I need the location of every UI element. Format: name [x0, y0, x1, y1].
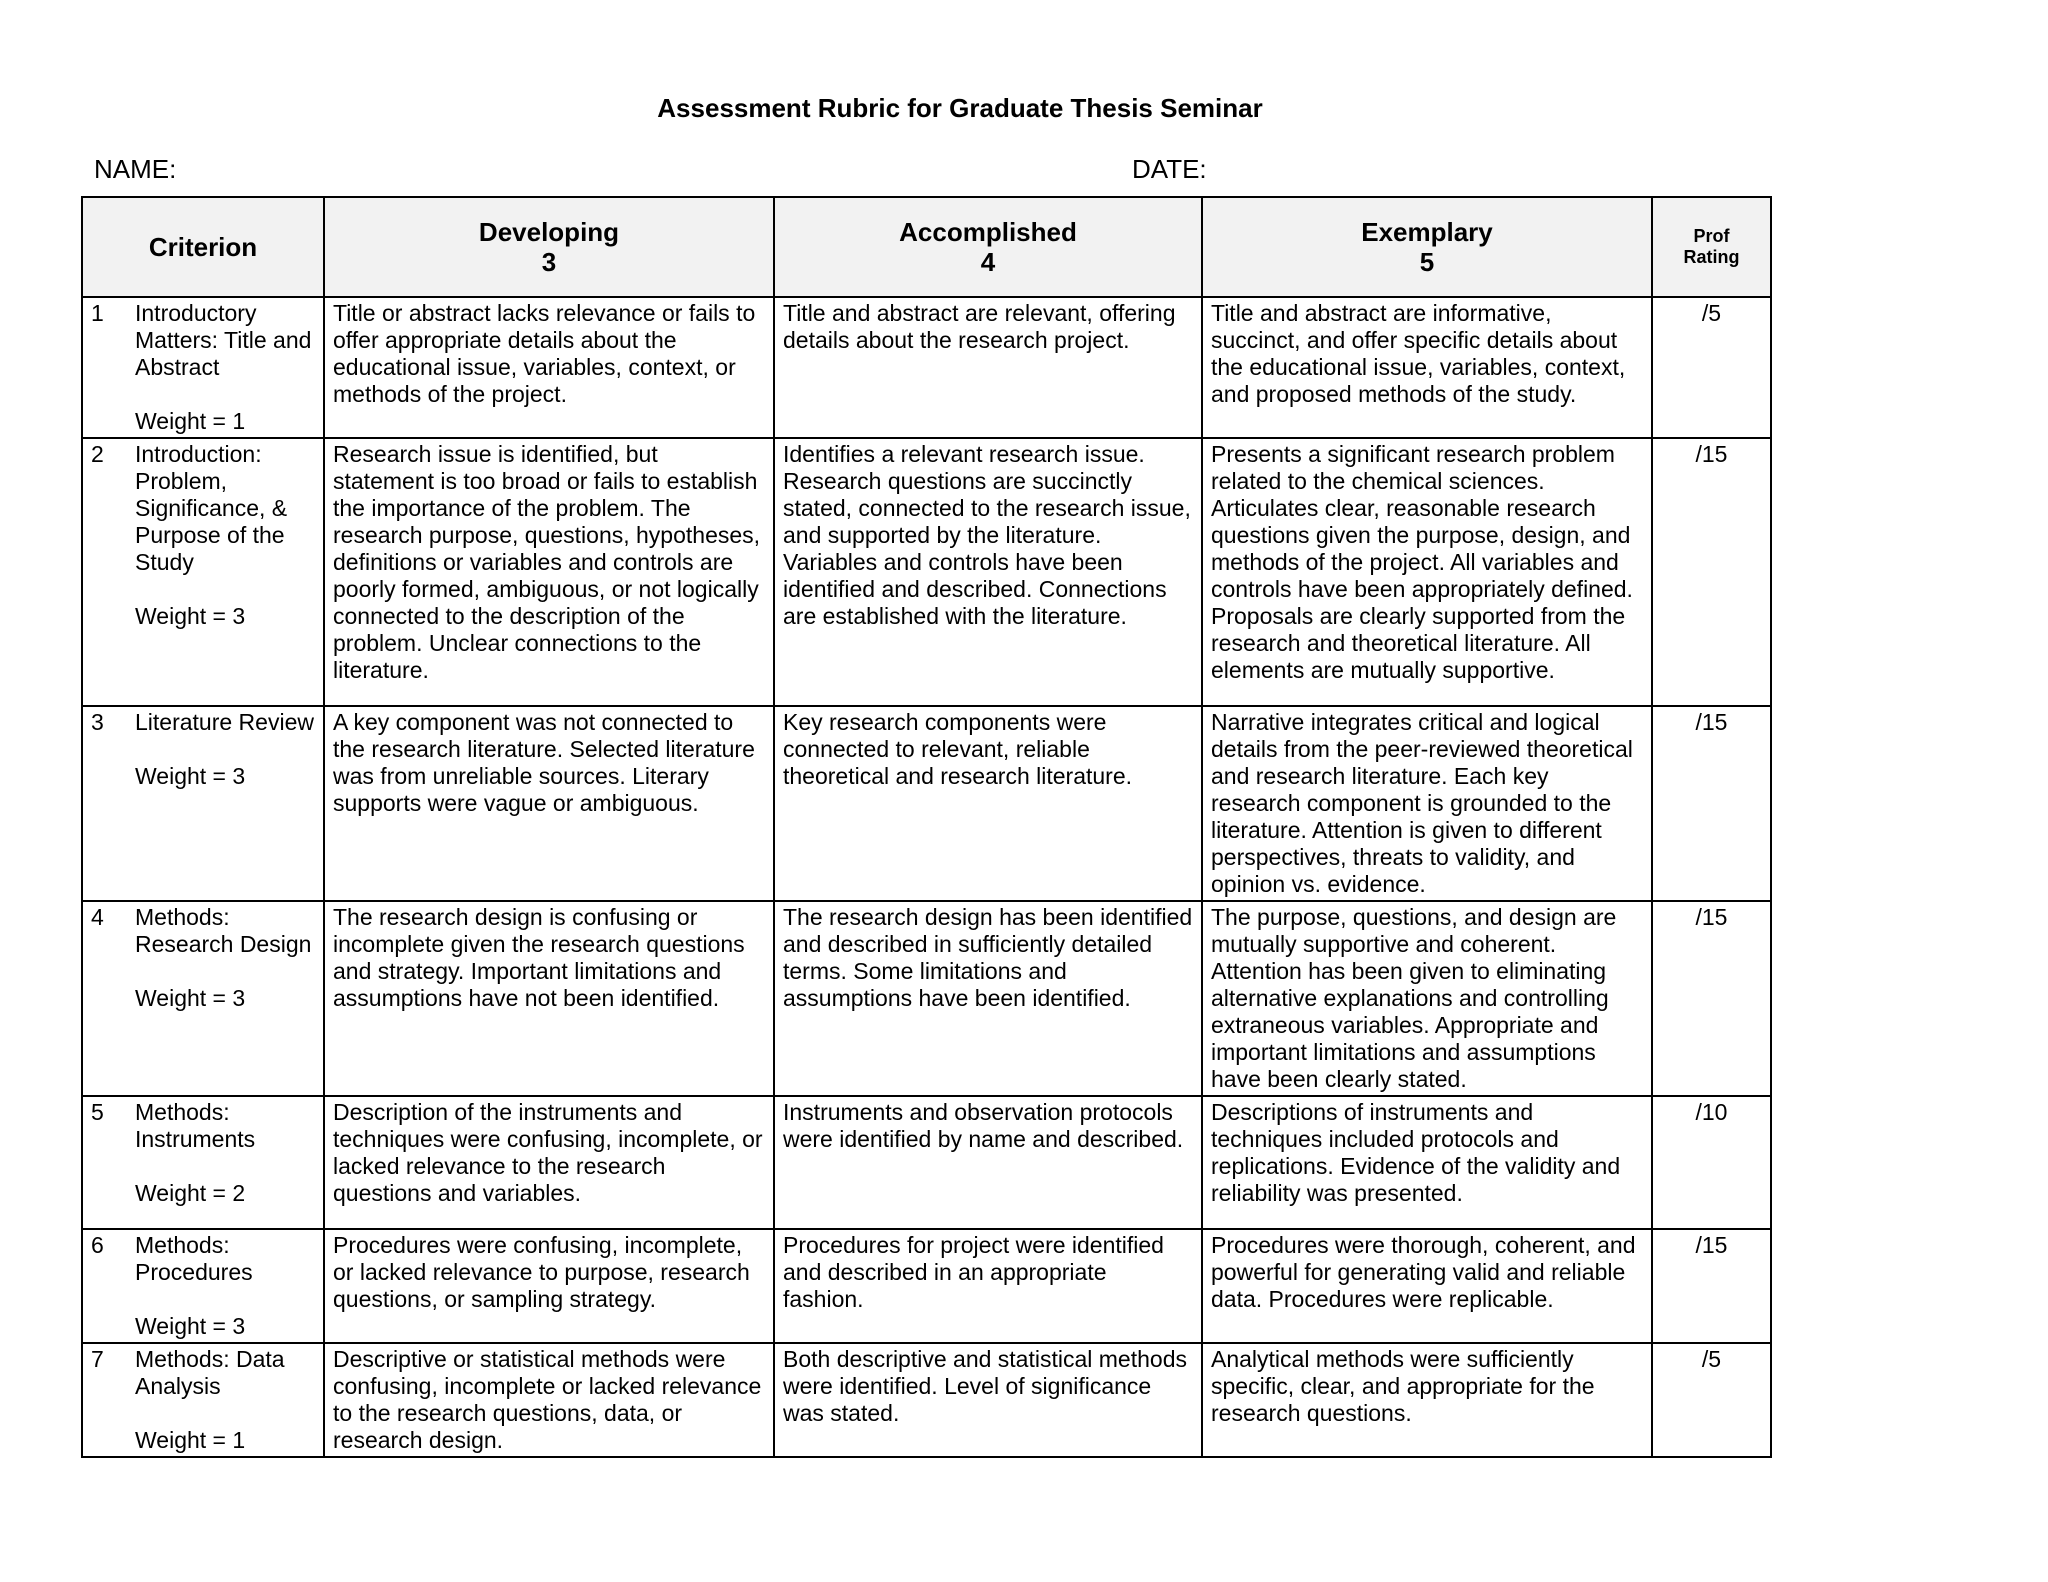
rubric-table [81, 196, 1772, 1458]
criterion-weight: Weight = 2 [135, 1180, 246, 1206]
accomplished-header-label: Accomplished [899, 217, 1077, 247]
prof-rating-cell: /15 [1652, 901, 1771, 1096]
prof-rating-cell: /15 [1652, 706, 1771, 901]
developing-cell: Title or abstract lacks relevance or fails to offer appropriate details about the educational issue, variables, context, or methods of the project. [324, 297, 774, 438]
exemplary-cell: Descriptions of instruments and techniques included protocols and replications. Evidence of the validity and reliability was presented. [1202, 1096, 1652, 1229]
prof-rating-header [1652, 197, 1771, 297]
criterion-number: 7 [91, 1346, 104, 1372]
criterion-number: 2 [91, 441, 104, 467]
criterion-weight: Weight = 3 [135, 603, 246, 629]
document-title: Assessment Rubric for Graduate Thesis Seminar [657, 93, 1263, 123]
exemplary-cell: Narrative integrates critical and logical details from the peer-reviewed theoretical and research literature. Each key research component is grounded to the literature. Attention is given to different perspectives, threats to validity, and opinion vs. evidence. [1202, 706, 1652, 901]
exemplary-cell: Analytical methods were sufficiently specific, clear, and appropriate for the research questions. [1202, 1343, 1652, 1457]
developing-cell: Descriptive or statistical methods were confusing, incomplete or lacked relevance to the research questions, data, or research design. [324, 1343, 774, 1457]
criterion-number: 5 [91, 1099, 104, 1125]
table-row [82, 706, 1771, 901]
criterion-number: 3 [91, 709, 104, 735]
developing-cell: Procedures were confusing, incomplete, or lacked relevance to purpose, research questions, or sampling strategy. [324, 1229, 774, 1343]
table-row [82, 1096, 1771, 1229]
criterion-weight: Weight = 1 [135, 408, 246, 434]
criterion-name: Introductory Matters: Title and Abstract [135, 300, 312, 380]
developing-cell: The research design is confusing or incomplete given the research questions and strategy. Important limitations and assumptions have not been identified. [324, 901, 774, 1096]
accomplished-header-score: 4 [980, 247, 996, 277]
criterion-cell [82, 297, 324, 438]
criterion-name: Methods: Research Design [135, 904, 312, 957]
prof-rating-cell: /15 [1652, 1229, 1771, 1343]
exemplary-header-score: 5 [1419, 247, 1435, 277]
exemplary-cell: The purpose, questions, and design are mutually supportive and coherent. Attention has been given to eliminating alternative explanations and controlling extraneous variables. Appropriate and important limitations and assumptions have been clearly stated. [1202, 901, 1652, 1096]
prof-rating-cell: /5 [1652, 297, 1771, 438]
accomplished-cell: Key research components were connected to relevant, reliable theoretical and research literature. [774, 706, 1202, 901]
criterion-header [82, 197, 324, 297]
criterion-weight: Weight = 1 [135, 1427, 246, 1453]
developing-header-score: 3 [541, 247, 557, 277]
prof-rating-cell: /5 [1652, 1343, 1771, 1457]
criterion-number: 1 [91, 300, 104, 326]
exemplary-cell: Presents a significant research problem related to the chemical sciences. Articulates clear, reasonable research questions given the purpose, design, and methods of the project. All variables and controls have been appropriately defined. Proposals are clearly supported from the research and theoretical literature. All elements are mutually supportive. [1202, 438, 1652, 706]
criterion-cell [82, 706, 324, 901]
criterion-cell [82, 1096, 324, 1229]
criterion-name: Methods: Data Analysis [135, 1346, 285, 1399]
developing-header-label: Developing [478, 217, 620, 247]
developing-cell: Research issue is identified, but statement is too broad or fails to establish the importance of the problem. The research purpose, questions, hypotheses, definitions or variables and controls are poorly formed, ambiguous, or not logically connected to the description of the problem. Unclear connections to the literature. [324, 438, 774, 706]
criterion-name: Literature Review [135, 709, 314, 735]
developing-header [324, 197, 774, 297]
criterion-cell [82, 1343, 324, 1457]
accomplished-header [774, 197, 1202, 297]
criterion-cell [82, 438, 324, 706]
prof-rating-cell: /15 [1652, 438, 1771, 706]
prof-rating-header-line2: Rating [1683, 247, 1740, 267]
criterion-name: Methods: Procedures [135, 1232, 253, 1285]
developing-cell: A key component was not connected to the research literature. Selected literature was from unreliable sources. Literary supports were vague or ambiguous. [324, 706, 774, 901]
table-row [82, 438, 1771, 706]
accomplished-cell: Title and abstract are relevant, offering details about the research project. [774, 297, 1202, 438]
exemplary-cell: Procedures were thorough, coherent, and powerful for generating valid and reliable data. Procedures were replicable. [1202, 1229, 1652, 1343]
criterion-name: Methods: Instruments [135, 1099, 256, 1152]
developing-cell: Description of the instruments and techniques were confusing, incomplete, or lacked relevance to the research questions and variables. [324, 1096, 774, 1229]
name-label: NAME: [94, 154, 177, 184]
exemplary-header-label: Exemplary [1361, 217, 1493, 247]
table-row [82, 1343, 1771, 1457]
accomplished-cell: Identifies a relevant research issue. Research questions are succinctly stated, connected to the research issue, and supported by the literature. Variables and controls have been identified and described. Connections are established with the literature. [774, 438, 1202, 706]
criterion-weight: Weight = 3 [135, 763, 246, 789]
criterion-weight: Weight = 3 [135, 985, 246, 1011]
accomplished-cell: Instruments and observation protocols were identified by name and described. [774, 1096, 1202, 1229]
exemplary-header [1202, 197, 1652, 297]
criterion-name: Introduction: Problem, Significance, & Purpose of the Study [135, 441, 288, 575]
criterion-header-label: Criterion [148, 232, 258, 262]
table-row [82, 297, 1771, 438]
header-row [82, 197, 1771, 297]
table-row [82, 1229, 1771, 1343]
prof-rating-cell: /10 [1652, 1096, 1771, 1229]
accomplished-cell: Both descriptive and statistical methods were identified. Level of significance was stated. [774, 1343, 1202, 1457]
criterion-number: 4 [91, 904, 104, 930]
criterion-weight: Weight = 3 [135, 1313, 246, 1339]
criterion-cell [82, 1229, 324, 1343]
criterion-cell [82, 901, 324, 1096]
exemplary-cell: Title and abstract are informative, succinct, and offer specific details about the educational issue, variables, context, and proposed methods of the study. [1202, 297, 1652, 438]
table-row [82, 901, 1771, 1096]
accomplished-cell: The research design has been identified and described in sufficiently detailed terms. Some limitations and assumptions have been identified. [774, 901, 1202, 1096]
accomplished-cell: Procedures for project were identified and described in an appropriate fashion. [774, 1229, 1202, 1343]
date-label: DATE: [1132, 154, 1207, 184]
criterion-number: 6 [91, 1232, 104, 1258]
prof-rating-header-line1: Prof [1693, 226, 1730, 246]
